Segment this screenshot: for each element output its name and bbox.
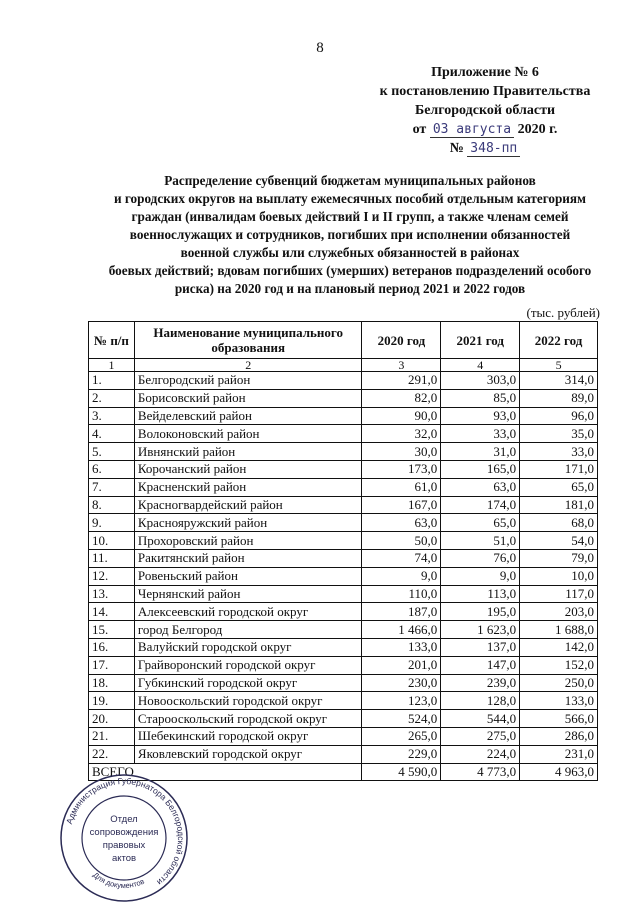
total-2021: 4 773,0 bbox=[441, 763, 520, 781]
row-2021: 174,0 bbox=[441, 496, 520, 514]
row-2021: 33,0 bbox=[441, 425, 520, 443]
colnum: 1 bbox=[89, 359, 135, 372]
row-2022: 89,0 bbox=[520, 389, 598, 407]
row-num: 7. bbox=[89, 478, 135, 496]
row-municipality: Прохоровский район bbox=[134, 532, 362, 550]
title-line: боевых действий; вдовам погибших (умерших) ветеранов подразделений особого bbox=[108, 263, 592, 278]
row-2021: 65,0 bbox=[441, 514, 520, 532]
row-num: 5. bbox=[89, 443, 135, 461]
table-row bbox=[89, 407, 598, 425]
header-2021: 2021 год bbox=[441, 322, 520, 359]
title-line: военнослужащих и сотрудников, погибших при исполнении обязанностей bbox=[129, 227, 571, 242]
row-2021: 9,0 bbox=[441, 567, 520, 585]
row-2022: 117,0 bbox=[520, 585, 598, 603]
stamp-inner-ring bbox=[82, 796, 166, 880]
title-line: военной службы или служебных обязанностей в районах bbox=[180, 245, 520, 260]
table-row bbox=[89, 745, 598, 763]
title-line: граждан (инвалидам боевых действий I и II групп, а также членам семей bbox=[131, 209, 569, 224]
table-row bbox=[89, 674, 598, 692]
row-2021: 224,0 bbox=[441, 745, 520, 763]
row-2020: 9,0 bbox=[362, 567, 441, 585]
row-2020: 524,0 bbox=[362, 710, 441, 728]
row-num: 14. bbox=[89, 603, 135, 621]
row-2022: 314,0 bbox=[520, 372, 598, 390]
title-line: и городских округов на выплату ежемесячных пособий отдельным категориям bbox=[113, 191, 587, 206]
stamp-ring-bottom: Для документов bbox=[91, 870, 146, 891]
row-2020: 133,0 bbox=[362, 638, 441, 656]
row-municipality: Яковлевский городской округ bbox=[134, 745, 362, 763]
row-2020: 291,0 bbox=[362, 372, 441, 390]
row-municipality: Старооскольский городской округ bbox=[134, 710, 362, 728]
row-2020: 187,0 bbox=[362, 603, 441, 621]
row-2021: 113,0 bbox=[441, 585, 520, 603]
row-2021: 93,0 bbox=[441, 407, 520, 425]
total-2020: 4 590,0 bbox=[362, 763, 441, 781]
table-row bbox=[89, 460, 598, 478]
subvention-table bbox=[88, 321, 598, 781]
number-fill: 348-пп bbox=[467, 141, 520, 157]
row-num: 16. bbox=[89, 638, 135, 656]
row-2020: 173,0 bbox=[362, 460, 441, 478]
table-row bbox=[89, 549, 598, 567]
table-row bbox=[89, 425, 598, 443]
total-2022: 4 963,0 bbox=[520, 763, 598, 781]
row-municipality: Красненский район bbox=[134, 478, 362, 496]
table-row bbox=[89, 603, 598, 621]
table-row bbox=[89, 532, 598, 550]
row-municipality: Вейделевский район bbox=[134, 407, 362, 425]
row-municipality: Борисовский район bbox=[134, 389, 362, 407]
row-2020: 63,0 bbox=[362, 514, 441, 532]
row-2020: 265,0 bbox=[362, 727, 441, 745]
row-2021: 544,0 bbox=[441, 710, 520, 728]
row-2022: 96,0 bbox=[520, 407, 598, 425]
table-row bbox=[89, 621, 598, 639]
row-2022: 54,0 bbox=[520, 532, 598, 550]
row-2020: 32,0 bbox=[362, 425, 441, 443]
date-fill: 03 августа bbox=[430, 122, 514, 138]
row-municipality: Краснояружский район bbox=[134, 514, 362, 532]
row-num: 21. bbox=[89, 727, 135, 745]
row-num: 4. bbox=[89, 425, 135, 443]
colnum: 4 bbox=[441, 359, 520, 372]
title-line: риска) на 2020 год и на плановый период 2021 и 2022 годов bbox=[174, 281, 526, 296]
row-municipality: Волоконовский район bbox=[134, 425, 362, 443]
row-municipality: Губкинский городской округ bbox=[134, 674, 362, 692]
stamp-center-line: правовых bbox=[102, 840, 146, 851]
appendix-line-1: Приложение № 6 bbox=[431, 65, 539, 80]
row-2021: 76,0 bbox=[441, 549, 520, 567]
row-num: 9. bbox=[89, 514, 135, 532]
table-row bbox=[89, 478, 598, 496]
table-row bbox=[89, 567, 598, 585]
row-num: 3. bbox=[89, 407, 135, 425]
date-year: 2020 г. bbox=[517, 122, 558, 137]
row-2021: 165,0 bbox=[441, 460, 520, 478]
row-2021: 275,0 bbox=[441, 727, 520, 745]
row-2022: 133,0 bbox=[520, 692, 598, 710]
row-2022: 181,0 bbox=[520, 496, 598, 514]
colnum: 5 bbox=[520, 359, 598, 372]
table-header-row bbox=[89, 322, 598, 359]
page-number: 8 bbox=[316, 40, 324, 56]
row-2020: 167,0 bbox=[362, 496, 441, 514]
row-2022: 152,0 bbox=[520, 656, 598, 674]
colnum: 2 bbox=[134, 359, 362, 372]
document-title bbox=[88, 172, 612, 298]
colnum: 3 bbox=[362, 359, 441, 372]
table-row bbox=[89, 638, 598, 656]
row-2022: 250,0 bbox=[520, 674, 598, 692]
table-row bbox=[89, 514, 598, 532]
row-2021: 303,0 bbox=[441, 372, 520, 390]
row-2022: 203,0 bbox=[520, 603, 598, 621]
row-2022: 142,0 bbox=[520, 638, 598, 656]
row-num: 1. bbox=[89, 372, 135, 390]
row-2020: 82,0 bbox=[362, 389, 441, 407]
header-2022: 2022 год bbox=[520, 322, 598, 359]
table-row bbox=[89, 710, 598, 728]
row-2022: 231,0 bbox=[520, 745, 598, 763]
row-2022: 68,0 bbox=[520, 514, 598, 532]
row-2022: 286,0 bbox=[520, 727, 598, 745]
row-municipality: Чернянский район bbox=[134, 585, 362, 603]
header-2020: 2020 год bbox=[362, 322, 441, 359]
row-2021: 239,0 bbox=[441, 674, 520, 692]
row-2022: 10,0 bbox=[520, 567, 598, 585]
row-2020: 30,0 bbox=[362, 443, 441, 461]
row-municipality: Шебекинский городской округ bbox=[134, 727, 362, 745]
stamp-center-line: сопровождения bbox=[89, 827, 159, 838]
row-2021: 128,0 bbox=[441, 692, 520, 710]
appendix-date bbox=[360, 120, 610, 139]
row-2020: 230,0 bbox=[362, 674, 441, 692]
row-2021: 195,0 bbox=[441, 603, 520, 621]
row-2022: 79,0 bbox=[520, 549, 598, 567]
row-num: 22. bbox=[89, 745, 135, 763]
row-2020: 50,0 bbox=[362, 532, 441, 550]
table-row bbox=[89, 372, 598, 390]
row-municipality: Красногвардейский район bbox=[134, 496, 362, 514]
row-2022: 566,0 bbox=[520, 710, 598, 728]
table-row bbox=[89, 727, 598, 745]
row-2020: 110,0 bbox=[362, 585, 441, 603]
row-num: 8. bbox=[89, 496, 135, 514]
row-2020: 123,0 bbox=[362, 692, 441, 710]
row-2022: 171,0 bbox=[520, 460, 598, 478]
table-row bbox=[89, 585, 598, 603]
row-num: 19. bbox=[89, 692, 135, 710]
row-num: 12. bbox=[89, 567, 135, 585]
row-2020: 201,0 bbox=[362, 656, 441, 674]
number-prefix: № bbox=[449, 141, 464, 156]
row-2021: 51,0 bbox=[441, 532, 520, 550]
row-num: 6. bbox=[89, 460, 135, 478]
appendix-line-3: Белгородской области bbox=[414, 103, 556, 118]
row-num: 13. bbox=[89, 585, 135, 603]
row-municipality: Корочанский район bbox=[134, 460, 362, 478]
table-row bbox=[89, 496, 598, 514]
row-municipality: Ровеньский район bbox=[134, 567, 362, 585]
row-2020: 229,0 bbox=[362, 745, 441, 763]
appendix-number bbox=[360, 139, 610, 158]
row-2020: 90,0 bbox=[362, 407, 441, 425]
row-2021: 85,0 bbox=[441, 389, 520, 407]
row-municipality: Новооскольский городской округ bbox=[134, 692, 362, 710]
row-2022: 1 688,0 bbox=[520, 621, 598, 639]
table-row bbox=[89, 443, 598, 461]
row-num: 17. bbox=[89, 656, 135, 674]
title-line: Распределение субвенций бюджетам муниципальных районов bbox=[164, 173, 536, 188]
row-2021: 63,0 bbox=[441, 478, 520, 496]
row-municipality: город Белгород bbox=[134, 621, 362, 639]
row-num: 11. bbox=[89, 549, 135, 567]
row-2020: 1 466,0 bbox=[362, 621, 441, 639]
row-municipality: Ракитянский район bbox=[134, 549, 362, 567]
official-stamp bbox=[58, 772, 190, 904]
row-num: 15. bbox=[89, 621, 135, 639]
row-municipality: Белгородский район bbox=[134, 372, 362, 390]
appendix-line-2: к постановлению Правительства bbox=[379, 84, 591, 99]
row-municipality: Алексеевский городской округ bbox=[134, 603, 362, 621]
row-2022: 33,0 bbox=[520, 443, 598, 461]
row-num: 2. bbox=[89, 389, 135, 407]
table-row bbox=[89, 389, 598, 407]
row-2021: 137,0 bbox=[441, 638, 520, 656]
stamp-center-line: Отдел bbox=[110, 814, 138, 825]
row-2022: 65,0 bbox=[520, 478, 598, 496]
table-body bbox=[89, 372, 598, 764]
row-num: 20. bbox=[89, 710, 135, 728]
appendix-block bbox=[360, 63, 610, 158]
row-2022: 35,0 bbox=[520, 425, 598, 443]
date-prefix: от bbox=[412, 122, 427, 137]
table-row bbox=[89, 656, 598, 674]
row-municipality: Валуйский городской округ bbox=[134, 638, 362, 656]
total-label: ВСЕГО bbox=[89, 763, 362, 781]
header-num: № п/п bbox=[89, 322, 135, 359]
row-2020: 61,0 bbox=[362, 478, 441, 496]
row-2020: 74,0 bbox=[362, 549, 441, 567]
column-number-row bbox=[89, 359, 598, 372]
row-2021: 1 623,0 bbox=[441, 621, 520, 639]
row-num: 10. bbox=[89, 532, 135, 550]
row-2021: 31,0 bbox=[441, 443, 520, 461]
stamp-ring-text: Администрация Губернатора Белгородской области bbox=[63, 775, 187, 888]
row-municipality: Ивнянский район bbox=[134, 443, 362, 461]
row-2021: 147,0 bbox=[441, 656, 520, 674]
unit-label: (тыс. рублей) bbox=[526, 305, 600, 320]
table-row bbox=[89, 692, 598, 710]
header-name: Наименование муниципального образования bbox=[134, 322, 362, 359]
row-municipality: Грайворонский городской округ bbox=[134, 656, 362, 674]
row-num: 18. bbox=[89, 674, 135, 692]
stamp-center-line: актов bbox=[111, 853, 137, 864]
